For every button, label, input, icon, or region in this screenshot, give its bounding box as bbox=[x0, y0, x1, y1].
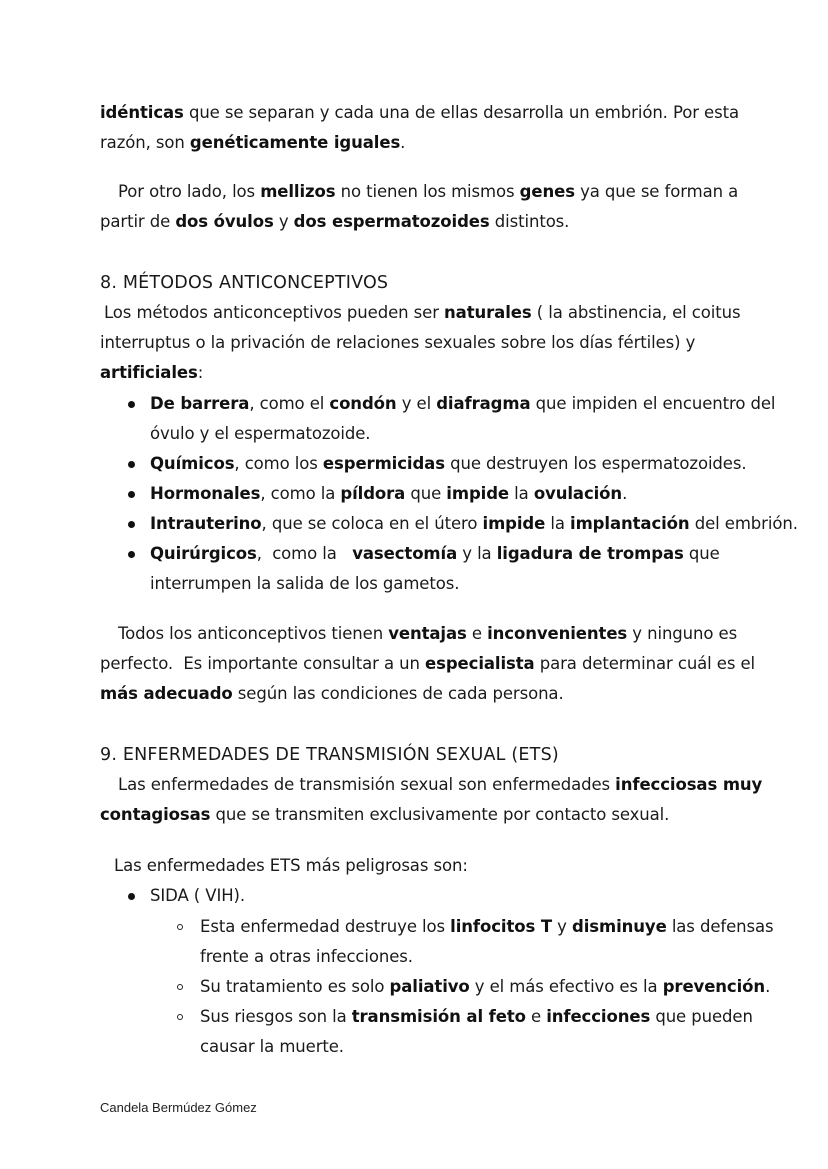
bold-term: impide bbox=[446, 484, 510, 503]
bold-term: prevención bbox=[662, 977, 766, 996]
bold-term: especialista bbox=[425, 654, 535, 673]
bold-term: De barrera bbox=[150, 394, 250, 413]
bold-term: impide bbox=[482, 514, 546, 533]
bold-term: genes bbox=[519, 182, 575, 201]
sub-list-item: Sus riesgos son la transmisión al feto e infecciones que pueden bbox=[200, 1007, 753, 1026]
bold-term: inconvenientes bbox=[487, 624, 628, 643]
bold-term: artificiales bbox=[100, 363, 198, 382]
paragraph-line: contagiosas que se transmiten exclusivamente por contacto sexual. bbox=[100, 805, 670, 824]
bullet-icon bbox=[128, 521, 135, 528]
bold-term: linfocitos T bbox=[450, 917, 553, 936]
hollow-bullet-icon bbox=[177, 924, 183, 930]
list-item: Quirúrgicos, como la vasectomía y la ligadura de trompas que bbox=[150, 544, 720, 563]
bold-term: naturales bbox=[444, 303, 532, 322]
bold-term: más adecuado bbox=[100, 684, 233, 703]
sub-list-item: Esta enfermedad destruye los linfocitos T y disminuye las defensas bbox=[200, 917, 774, 936]
paragraph-line: Las enfermedades ETS más peligrosas son: bbox=[114, 856, 468, 875]
list-item: De barrera, como el condón y el diafragma que impiden el encuentro del bbox=[150, 394, 776, 413]
list-item: SIDA ( VIH). bbox=[150, 886, 246, 905]
bold-term: ovulación bbox=[533, 484, 623, 503]
bullet-icon bbox=[128, 491, 135, 498]
bold-term: infecciones bbox=[546, 1007, 651, 1026]
paragraph-line: Los métodos anticonceptivos pueden ser naturales ( la abstinencia, el coitus bbox=[104, 303, 741, 322]
section-heading: 9. ENFERMEDADES DE TRANSMISIÓN SEXUAL (ETS) bbox=[100, 745, 559, 765]
section-heading: 8. MÉTODOS ANTICONCEPTIVOS bbox=[100, 273, 389, 293]
bold-term: espermicidas bbox=[322, 454, 445, 473]
paragraph-line: partir de dos óvulos y dos espermatozoides distintos. bbox=[100, 212, 570, 231]
bold-term: disminuye bbox=[571, 917, 667, 936]
list-item-continuation: interrumpen la salida de los gametos. bbox=[150, 574, 460, 593]
sub-list-item: Su tratamiento es solo paliativo y el más efectivo es la prevención. bbox=[200, 977, 771, 996]
bullet-icon bbox=[128, 893, 135, 900]
bold-term: mellizos bbox=[260, 182, 336, 201]
bold-term: condón bbox=[329, 394, 397, 413]
bold-term: Químicos bbox=[150, 454, 235, 473]
bullet-icon bbox=[128, 401, 135, 408]
paragraph-line: Por otro lado, los mellizos no tienen los mismos genes ya que se forman a bbox=[118, 182, 739, 201]
bold-term: infecciosas muy bbox=[615, 775, 763, 794]
bold-term: ventajas bbox=[388, 624, 467, 643]
sub-list-item-continuation: causar la muerte. bbox=[200, 1037, 344, 1056]
hollow-bullet-icon bbox=[177, 1014, 183, 1020]
paragraph-line: Las enfermedades de transmisión sexual son enfermedades infecciosas muy bbox=[118, 775, 763, 794]
bold-term: dos espermatozoides bbox=[293, 212, 490, 231]
paragraph-line: más adecuado según las condiciones de cada persona. bbox=[100, 684, 564, 703]
bold-term: genéticamente iguales bbox=[189, 133, 401, 152]
paragraph-line: artificiales: bbox=[100, 363, 204, 382]
paragraph-line: perfecto. Es importante consultar a un especialista para determinar cuál es el bbox=[100, 654, 756, 673]
bold-term: Hormonales bbox=[150, 484, 261, 503]
paragraph-line: razón, son genéticamente iguales. bbox=[100, 133, 406, 152]
list-item: Intrauterino, que se coloca en el útero impide la implantación del embrión. bbox=[150, 514, 798, 533]
bold-term: Intrauterino bbox=[150, 514, 262, 533]
paragraph-line: Todos los anticonceptivos tienen ventajas e inconvenientes y ninguno es bbox=[118, 624, 738, 643]
list-item-continuation: óvulo y el espermatozoide. bbox=[150, 424, 371, 443]
bold-term: transmisión al feto bbox=[351, 1007, 526, 1026]
bold-term: diafragma bbox=[436, 394, 531, 413]
bold-term: ligadura de trompas bbox=[496, 544, 684, 563]
bullet-icon bbox=[128, 551, 135, 558]
page-footer: Candela Bermúdez Gómez bbox=[100, 1100, 257, 1115]
bold-term: Quirúrgicos bbox=[150, 544, 257, 563]
hollow-bullet-icon bbox=[177, 984, 183, 990]
list-item: Químicos, como los espermicidas que destruyen los espermatozoides. bbox=[150, 454, 747, 473]
list-item: Hormonales, como la píldora que impide la ovulación. bbox=[150, 484, 628, 503]
bold-term: paliativo bbox=[389, 977, 470, 996]
bold-term: idénticas bbox=[100, 103, 184, 122]
bold-term: implantación bbox=[570, 514, 690, 533]
paragraph-line: interruptus o la privación de relaciones sexuales sobre los días fértiles) y bbox=[100, 333, 696, 352]
bold-term: vasectomía bbox=[352, 544, 458, 563]
bold-term: dos óvulos bbox=[175, 212, 274, 231]
paragraph-line: idénticas que se separan y cada una de ellas desarrolla un embrión. Por esta bbox=[100, 103, 739, 122]
bold-term: píldora bbox=[340, 484, 406, 503]
sub-list-item-continuation: frente a otras infecciones. bbox=[200, 947, 413, 966]
bold-term: contagiosas bbox=[100, 805, 211, 824]
bullet-icon bbox=[128, 461, 135, 468]
